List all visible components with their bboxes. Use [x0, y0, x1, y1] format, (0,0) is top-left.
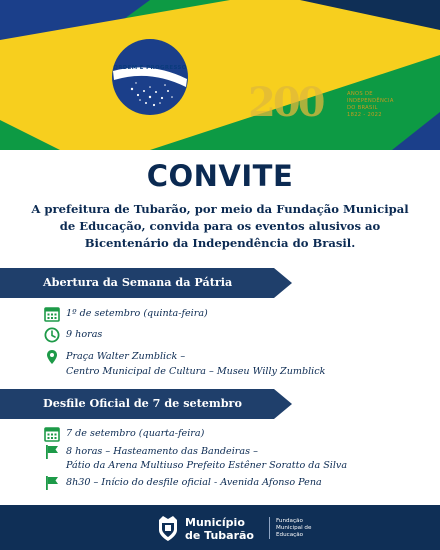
- event-location-line-1: Praça Walter Zumblick –: [66, 351, 186, 362]
- bicentennial-line-2: INDEPENDÊNCIA: [347, 98, 394, 104]
- header-banner: [0, 0, 440, 150]
- intro-line-2: de Educação, convida para os eventos alusivos ao: [59, 219, 381, 233]
- flag-icon: [44, 444, 60, 460]
- event-location-line-2: Centro Municipal de Cultura – Museu Willy Zumblick: [66, 366, 326, 377]
- clock-icon: [44, 327, 60, 343]
- band-arrow: [274, 268, 292, 298]
- page-title: CONVITE: [146, 159, 294, 193]
- intro-line-3: Bicentenário da Independência do Brasil.: [84, 236, 356, 250]
- brazil-flag-globe: [110, 37, 190, 117]
- intro-paragraph: [22, 201, 418, 252]
- municipality-name-line-1: Município: [185, 516, 245, 529]
- section-title: Desfile Oficial de 7 de setembro: [43, 396, 242, 410]
- municipal-seal-icon: [155, 514, 181, 542]
- foundation-line-3: Educação: [276, 532, 304, 538]
- event-time: 9 horas: [66, 329, 103, 340]
- bicentennial-logo: [248, 79, 418, 128]
- section-header-parade: [0, 389, 274, 419]
- bicentennial-line-3: DO BRASIL: [347, 105, 378, 111]
- calendar-icon: [44, 426, 60, 442]
- flag-raising-line-2: Pátio da Arena Multiuso Prefeito Estêner Soratto da Silva: [66, 460, 348, 471]
- flag-icon: [44, 475, 60, 491]
- bicentennial-number: 200: [248, 79, 323, 126]
- bicentennial-line-1: ANOS DE: [347, 91, 373, 97]
- calendar-icon: [44, 306, 60, 322]
- band-arrow: [274, 389, 292, 419]
- foundation-line-2: Municipal de: [276, 525, 312, 531]
- bicentennial-years: 1822 - 2022: [347, 112, 382, 118]
- event-date: 1º de setembro (quinta-feira): [66, 308, 208, 319]
- location-pin-icon: [44, 349, 60, 365]
- globe-icon: [110, 37, 190, 117]
- municipality-name-line-2: de Tubarão: [185, 529, 254, 542]
- foundation-line-1: Fundação: [276, 518, 303, 524]
- parade-start: 8h30 – Início do desfile oficial - Avenida Afonso Pena: [66, 477, 322, 488]
- section-title: Abertura da Semana da Pátria: [43, 275, 233, 289]
- footer-divider: [269, 517, 270, 539]
- section-header-opening: [0, 268, 274, 298]
- flag-motto: ORDEM E PROGRESSO: [113, 65, 187, 71]
- event-date: 7 de setembro (quarta-feira): [66, 428, 205, 439]
- intro-line-1: A prefeitura de Tubarão, por meio da Fundação Municipal: [31, 202, 409, 216]
- foundation-name: [276, 518, 311, 539]
- footer: [0, 505, 440, 550]
- flag-raising-line-1: 8 horas – Hasteamento das Bandeiras –: [66, 446, 258, 457]
